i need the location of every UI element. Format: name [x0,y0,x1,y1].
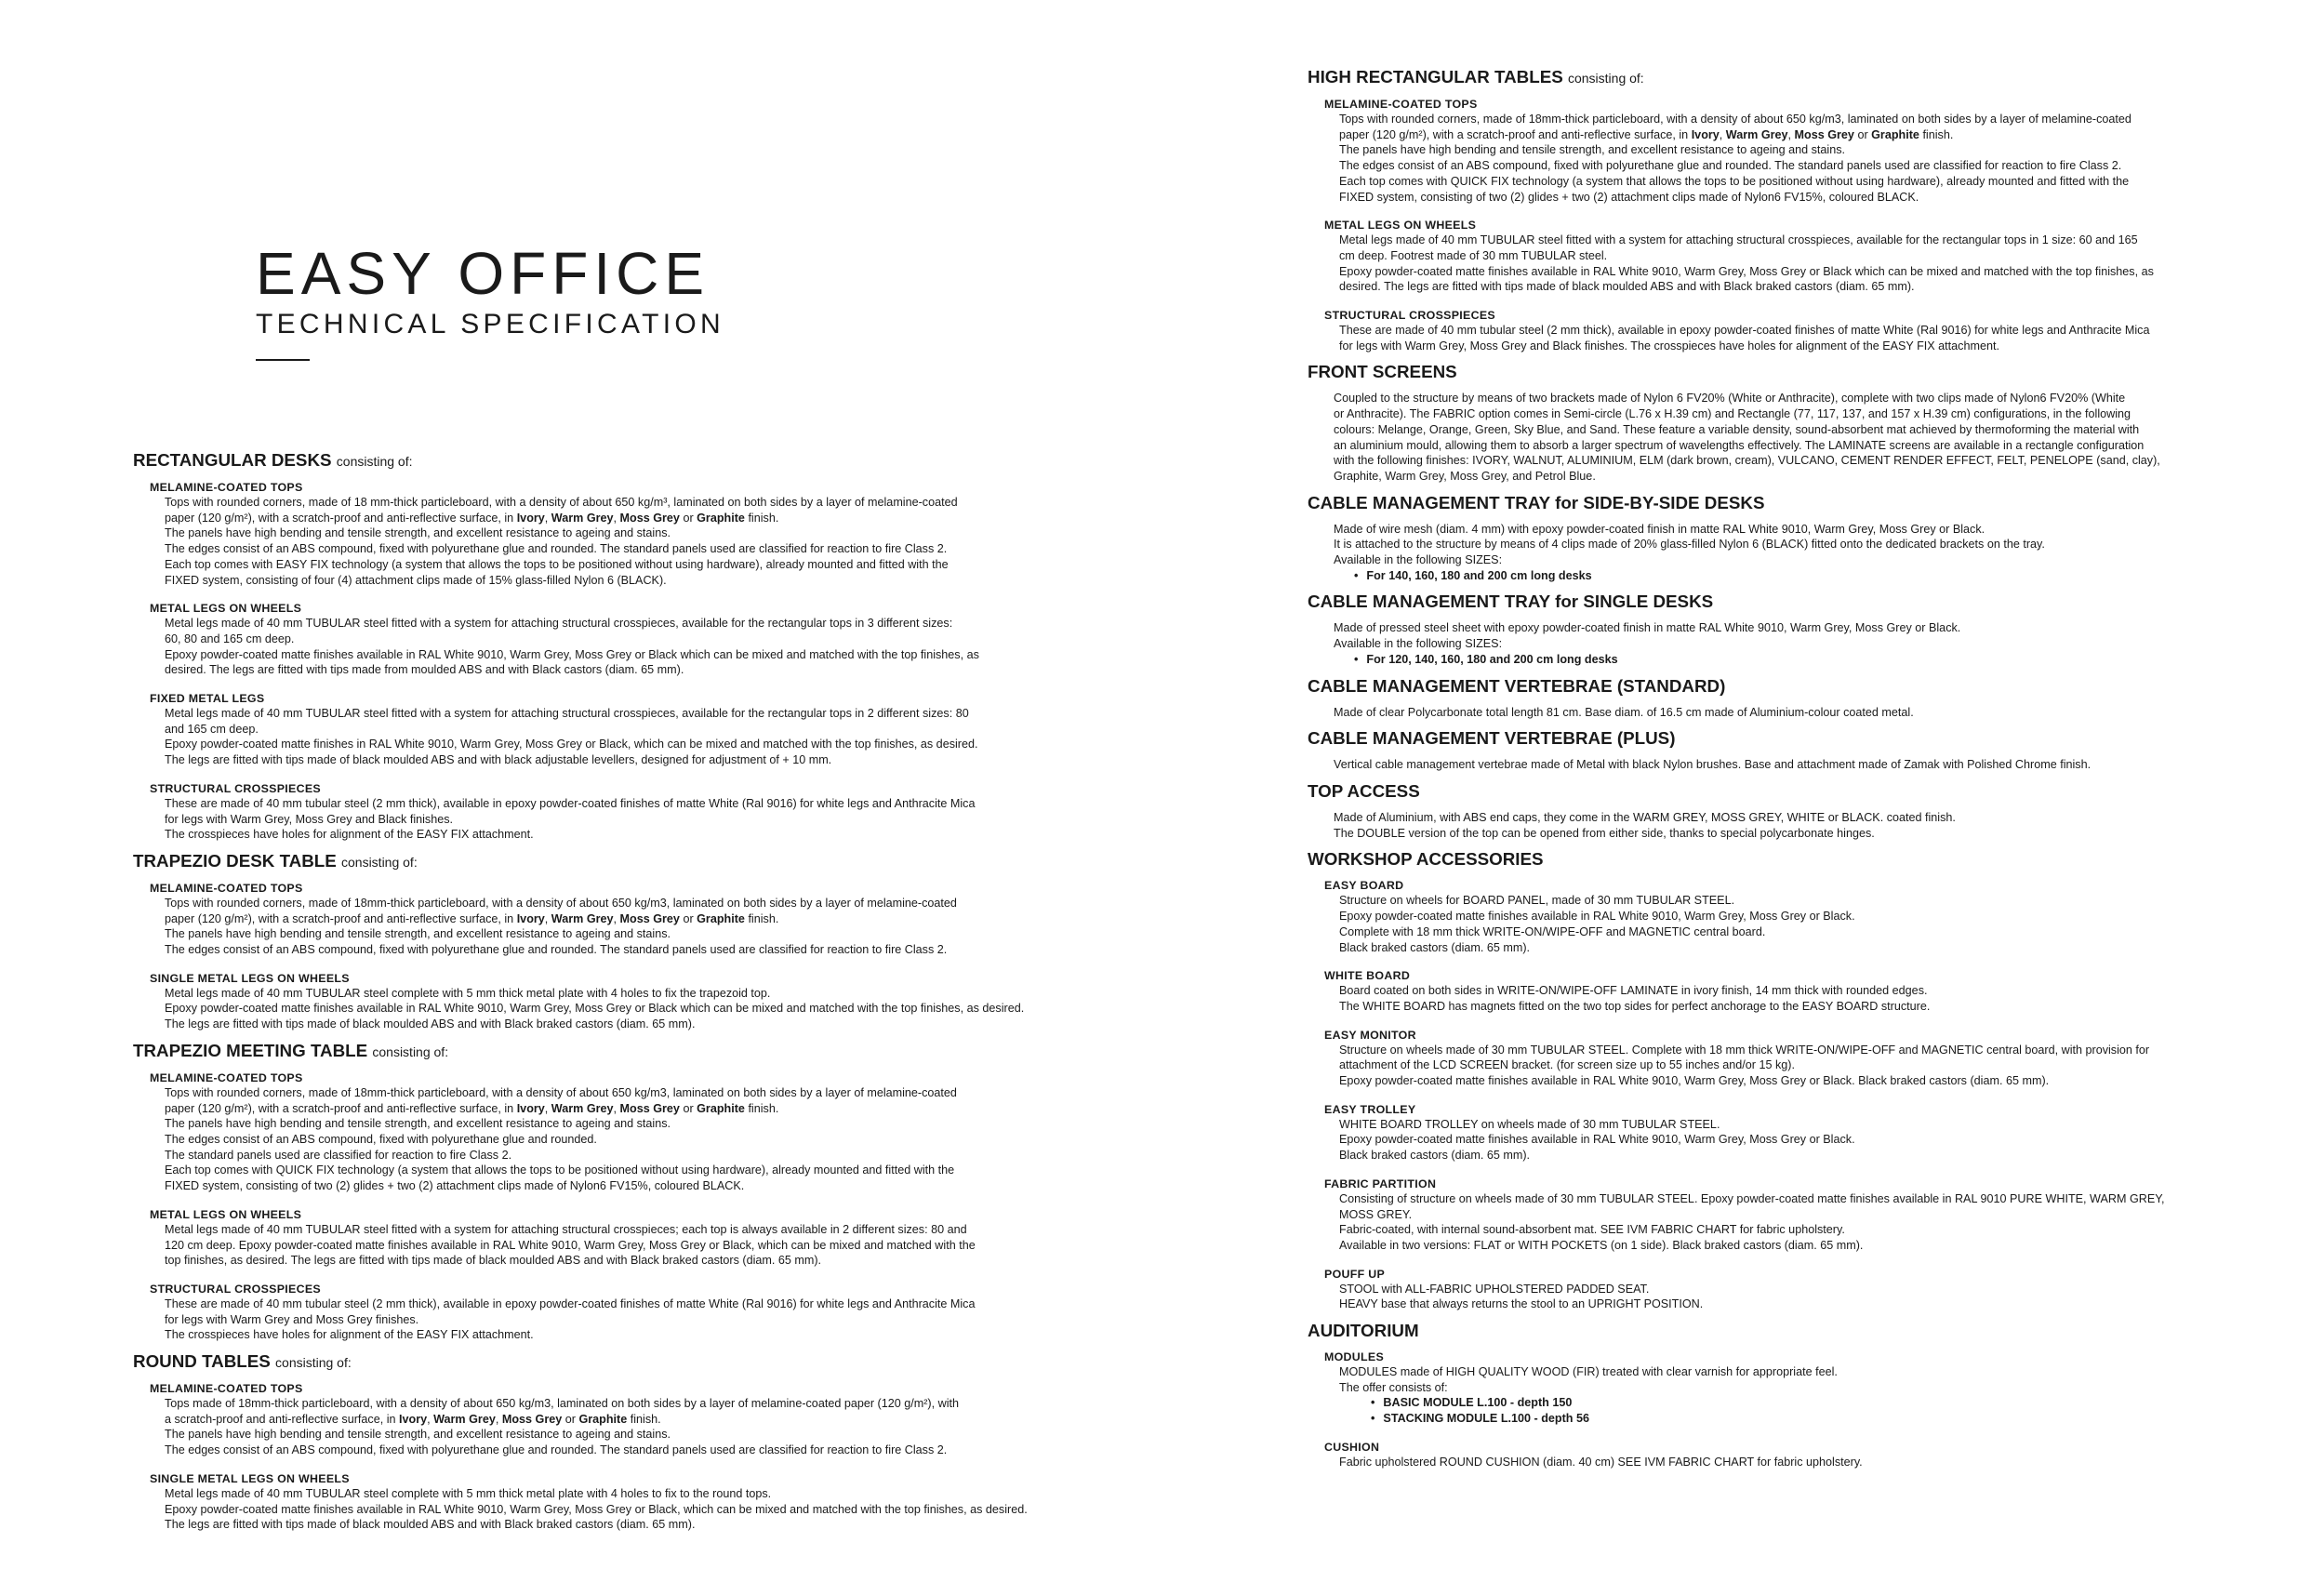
heading-suffix: consisting of: [275,1355,352,1371]
section-round-tables [133,1350,1109,1533]
paragraph-line: Complete with 18 mm thick WRITE-ON/WIPE-OFF and MAGNETIC central board. [1339,924,1766,938]
paragraph-line: Metal legs made of 40 mm TUBULAR steel complete with 5 mm thick metal plate with 4 holes to fix the trapezoid top. [165,986,771,1000]
paragraph-line: a scratch-proof and anti-reflective surface, in Ivory, Warm Grey, Moss Grey or Graphite finish. [165,1412,661,1426]
subsection-legs [150,601,1109,678]
finish-warm-grey: Warm Grey [551,911,614,925]
paragraph-line: The panels have high bending and tensile strength, and excellent resistance to ageing and stains. [165,1117,671,1131]
text: paper (120 g/m²), with a scratch-proof and anti-reflective surface, in [165,511,514,525]
section-top-access [1308,780,2286,841]
paragraph-line: Made of pressed steel sheet with epoxy powder-coated finish in matte RAL White 9010, Warm Grey, Moss Grey or Black. [1334,621,1961,635]
section-auditorium [1308,1320,2286,1470]
finish-warm-grey: Warm Grey [433,1412,496,1426]
bullet-item: • For 120, 140, 160, 180 and 200 cm long desks [1354,652,2286,668]
section-heading [133,1350,1109,1374]
paragraph-line: The edges consist of an ABS compound, fixed with polyurethane glue and rounded. The standard panels used are classified for reaction to fire Class 2. [165,1443,948,1457]
subsection-tops [150,1381,1109,1458]
title-block [256,240,724,361]
paragraph-line: Each top comes with EASY FIX technology (a system that allows the tops to be positioned without using hardware), already mounted and fitted with the [165,557,949,571]
subsection-title: FABRIC PARTITION [1324,1177,1437,1190]
text: or [564,1412,576,1426]
subsection-title: EASY BOARD [1324,879,1404,893]
finish-moss-grey: Moss Grey [619,911,680,925]
text: paper (120 g/m²), with a scratch-proof and anti-reflective surface, in [165,1101,514,1115]
section-heading [133,1040,1109,1063]
heading-text: TRAPEZIO MEETING TABLE [133,1040,368,1060]
section-tray-side-by-side [1308,492,2286,584]
text: or [683,1101,694,1115]
finish-graphite: Graphite [697,511,745,525]
subsection-title: METAL LEGS ON WHEELS [1324,219,1477,233]
paragraph-line: Available in two versions: FLAT or WITH POCKETS (on 1 side). Black braked castors (diam. 65 mm). [1339,1238,1864,1252]
text: paper (120 g/m²), with a scratch-proof and anti-reflective surface, in [165,911,514,925]
paragraph-line: Consisting of structure on wheels made of 30 mm TUBULAR STEEL. Epoxy powder-coated matte finishes available in RAL 9010 PURE WHITE, WARM GREY, [1339,1191,2165,1205]
paragraph-line: desired. The legs are fitted with tips made from moulded ABS and with Black castors (diam. 65 mm). [165,663,684,677]
paragraph-line: attachment of the LCD SCREEN bracket. (for screen size up to 55 inches and/or 15 kg). [1339,1058,1795,1072]
paragraph-line: The WHITE BOARD has magnets fitted on the two top sides for perfect anchorage to the EASY BOARD structure. [1339,999,1931,1013]
paragraph-line: FIXED system, consisting of two (2) glides + two (2) attachment clips made of Nylon6 FV15%, coloured BLACK. [1339,190,1919,204]
paragraph-line: Made of Aluminium, with ABS end caps, they come in the WARM GREY, MOSS GREY, WHITE or BLACK. coated finish. [1334,810,1956,824]
paragraph-line: 60, 80 and 165 cm deep. [165,632,295,645]
paragraph-line: Graphite, Warm Grey, Moss Grey, and Petrol Blue. [1334,469,1596,483]
subsection-pouff-up [1324,1267,2286,1312]
subsection-modules [1324,1350,2286,1427]
finish-moss-grey: Moss Grey [619,511,680,525]
section-rectangular-desks [133,449,1109,843]
subsection-title: MODULES [1324,1350,1385,1364]
subsection-title: SINGLE METAL LEGS ON WHEELS [150,1471,350,1485]
subsection-title: EASY MONITOR [1324,1028,1416,1042]
paragraph-line: These are made of 40 mm tubular steel (2 mm thick), available in epoxy powder-coated finishes of matte White (Ral 9016) for white legs and Anthracite Mica [165,796,976,810]
section-trapezio-desk [133,850,1109,1032]
finish-moss-grey: Moss Grey [501,1412,563,1426]
paragraph-line: Metal legs made of 40 mm TUBULAR steel fitted with a system for attaching structural crosspieces, available for the rectangular tops in 1 size: 60 and 165 [1339,233,2138,247]
paragraph-line: 120 cm deep. Epoxy powder-coated matte finishes available in RAL White 9010, Warm Grey, Moss Grey or Black, which can be mixed and matched with the [165,1238,976,1252]
paragraph-line: The panels have high bending and tensile strength, and excellent resistance to ageing and stains. [165,927,671,941]
paragraph-line: for legs with Warm Grey and Moss Grey finishes. [165,1312,419,1326]
paragraph-line: Available in the following SIZES: [1334,553,1503,567]
title-divider [256,359,310,361]
paragraph-line: The legs are fitted with tips made of black moulded ABS and with Black braked castors (diam. 65 mm). [165,1518,696,1532]
paragraph-line: Epoxy powder-coated matte finishes available in RAL White 9010, Warm Grey, Moss Grey or Black, which can be mixed and matched with the top finishes, as desired. [165,1502,1028,1516]
paragraph-line: desired. The legs are fitted with tips made of black moulded ABS and with Black braked castors (diam. 65 mm). [1339,280,1915,294]
paragraph-line: The offer consists of: [1339,1380,1448,1394]
finish-graphite: Graphite [697,1101,745,1115]
paragraph-line: for legs with Warm Grey, Moss Grey and Black finishes. The crosspieces have holes for alignment of the EASY FIX attachment. [1339,339,1999,352]
paragraph-line: Metal legs made of 40 mm TUBULAR steel complete with 5 mm thick metal plate with 4 holes to fix to the round tops. [165,1486,772,1500]
paragraph-line: Metal legs made of 40 mm TUBULAR steel fitted with a system for attaching structural crosspieces; each top is always available in 2 different sizes: 80 and [165,1222,967,1236]
paragraph-line: The crosspieces have holes for alignment of the EASY FIX attachment. [165,828,534,842]
right-column [1308,66,2286,1478]
paragraph-line: The edges consist of an ABS compound, fixed with polyurethane glue and rounded. The standard panels used are classified for reaction to fire Class 2. [1339,159,2122,173]
paragraph-line: Board coated on both sides in WRITE-ON/WIPE-OFF LAMINATE in ivory finish, 14 mm thick with rounded edges. [1339,984,1928,998]
heading-text: HIGH RECTANGULAR TABLES [1308,67,1563,86]
paragraph-line: Tops with rounded corners, made of 18mm-thick particleboard, with a density of about 650 kg/m3, laminated on both sides by a layer of melamine-coated [1339,113,2131,126]
text: or [683,511,694,525]
section-vertebrae-plus [1308,727,2286,773]
heading-text: TRAPEZIO DESK TABLE [133,850,337,871]
paragraph-line: Fabric upholstered ROUND CUSHION (diam. 40 cm) SEE IVM FABRIC CHART for fabric upholstery. [1339,1455,1863,1469]
text: or [1857,127,1868,141]
subsection-title: SINGLE METAL LEGS ON WHEELS [150,971,350,985]
subsection-title: POUFF UP [1324,1267,1386,1281]
paragraph-line: Metal legs made of 40 mm TUBULAR steel fitted with a system for attaching structural crosspieces, available for the rectangular tops in 2 different sizes: 80 [165,707,969,721]
section-front-screens [1308,361,2286,484]
paragraph-line: Available in the following SIZES: [1334,637,1503,651]
heading-suffix: consisting of: [1567,71,1644,86]
section-heading [133,449,1109,472]
section-high-tables [1308,66,2286,353]
subsection-title: WHITE BOARD [1324,969,1411,983]
paragraph-line: Structure on wheels for BOARD PANEL, made of 30 mm TUBULAR STEEL. [1339,894,1735,908]
subsection-title: MELAMINE-COATED TOPS [1324,98,1478,111]
heading-text: ROUND TABLES [133,1351,271,1372]
paragraph-line: with the following finishes: IVORY, WALNUT, ALUMINIUM, ELM (dark brown, cream), VULCANO, CEMENT RENDER EFFECT, FELT, PENELOPE (sand, clay), [1334,454,2160,468]
subsection-title: EASY TROLLEY [1324,1102,1416,1116]
text: paper (120 g/m²), with a scratch-proof and anti-reflective surface, in [1339,127,1689,141]
paragraph-line: HEAVY base that always returns the stool to an UPRIGHT POSITION. [1339,1297,1704,1311]
section-heading: WORKSHOP ACCESSORIES [1308,849,1544,870]
paragraph-line: The legs are fitted with tips made of black moulded ABS and with black adjustable levellers, designed for adjustment of + 10 mm. [165,753,832,767]
subsection-tops [1324,97,2286,205]
section-vertebrae-standard [1308,675,2286,721]
bullet-item: • BASIC MODULE L.100 - depth 150 [1371,1395,2286,1411]
paragraph-line: or Anthracite). The FABRIC option comes in Semi-circle (L.76 x H.39 cm) and Rectangle (77, 117, 137, and 157 x H.39 cm) configurations, in the following [1334,407,2131,421]
bullet-item: • For 140, 160, 180 and 200 cm long desks [1354,568,2286,584]
text: finish. [748,511,779,525]
section-workshop-accessories [1308,848,2286,1312]
finish-moss-grey: Moss Grey [619,1101,680,1115]
paragraph-line: Metal legs made of 40 mm TUBULAR steel fitted with a system for attaching structural crosspieces, available for the rectangular tops in 3 different sizes: [165,617,953,631]
paragraph-line: Epoxy powder-coated matte finishes available in RAL White 9010, Warm Grey, Moss Grey or Black which can be mixed and matched with the top finishes, as desired. [165,1002,1025,1016]
finish-graphite: Graphite [1871,127,1919,141]
paragraph-line: The DOUBLE version of the top can be opened from either side, thanks to special polycarbonate hinges. [1334,826,1875,840]
section-heading: CABLE MANAGEMENT TRAY for SIDE-BY-SIDE DESKS [1308,492,1765,512]
paragraph-line: paper (120 g/m²), with a scratch-proof and anti-reflective surface, in Ivory, Warm Grey, Moss Grey or Graphite finish. [165,511,779,525]
paragraph-line: STOOL with ALL-FABRIC UPHOLSTERED PADDED SEAT. [1339,1282,1650,1296]
paragraph-line: Tops with rounded corners, made of 18mm-thick particleboard, with a density of about 650 kg/m3, laminated on both sides by a layer of melamine-coated [165,896,957,910]
finish-graphite: Graphite [578,1412,628,1426]
text: a scratch-proof and anti-reflective surface, in [165,1412,396,1426]
paragraph-line: cm deep. Footrest made of 30 mm TUBULAR steel. [1339,248,1608,262]
paragraph-line: MOSS GREY. [1339,1207,1413,1221]
text: finish. [748,911,779,925]
text: or [683,911,694,925]
heading-suffix: consisting of: [341,854,418,870]
section-trapezio-meeting [133,1040,1109,1343]
subsection-easy-monitor [1324,1028,2286,1089]
paragraph-line: The crosspieces have holes for alignment of the EASY FIX attachment. [165,1328,534,1342]
finish-warm-grey: Warm Grey [1725,127,1788,141]
finish-ivory: Ivory [399,1412,428,1426]
paragraph-line: paper (120 g/m²), with a scratch-proof and anti-reflective surface, in Ivory, Warm Grey, Moss Grey or Graphite finish. [165,1101,779,1115]
bullet-item: • STACKING MODULE L.100 - depth 56 [1371,1411,2286,1427]
section-heading: CABLE MANAGEMENT VERTEBRAE (PLUS) [1308,728,1676,749]
subsection-legs [150,971,1109,1032]
subsection-cushion [1324,1440,2286,1470]
subsection-title: STRUCTURAL CROSSPIECES [150,1282,321,1296]
paragraph-line: It is attached to the structure by means of 4 clips made of 20% glass-filled Nylon 6 (BLACK) fitted onto the dedicated brackets on the tray. [1334,538,2045,552]
paragraph-line: The panels have high bending and tensile strength, and excellent resistance to ageing and stains. [165,526,671,540]
paragraph-line: MODULES made of HIGH QUALITY WOOD (FIR) treated with clear varnish for appropriate feel. [1339,1365,1838,1379]
text: finish. [630,1412,661,1426]
finish-ivory: Ivory [1691,127,1720,141]
document-subtitle: TECHNICAL SPECIFICATION [256,309,724,339]
paragraph-line: Tops with rounded corners, made of 18 mm-thick particleboard, with a density of about 650 kg/m³, laminated on both sides by a layer of melamine-coated [165,496,958,509]
finish-ivory: Ivory [516,511,545,525]
subsection-title: METAL LEGS ON WHEELS [150,1207,302,1221]
paragraph-line: WHITE BOARD TROLLEY on wheels made of 30 mm TUBULAR STEEL. [1339,1117,1720,1131]
finish-ivory: Ivory [516,911,545,925]
finish-moss-grey: Moss Grey [1794,127,1854,141]
paragraph-line: Epoxy powder-coated matte finishes in RAL White 9010, Warm Grey, Moss Grey or Black, which can be mixed and matched with the top finishes, as desired. [165,738,978,751]
paragraph-line: The panels have high bending and tensile strength, and excellent resistance to ageing and stains. [1339,143,1846,157]
section-heading [133,850,1109,873]
paragraph-line: These are made of 40 mm tubular steel (2 mm thick), available in epoxy powder-coated finishes of matte White (Ral 9016) for white legs and Anthracite Mica [1339,324,2150,338]
subsection-fabric-partition [1324,1177,2286,1254]
paragraph-line: Vertical cable management vertebrae made of Metal with black Nylon brushes. Base and attachment made of Zamak with Polished Chrome finish. [1334,758,2092,772]
paragraph-line: The edges consist of an ABS compound, fixed with polyurethane glue and rounded. The standard panels used are classified for reaction to fire Class 2. [165,542,948,556]
paragraph-line: The panels have high bending and tensile strength, and excellent resistance to ageing and stains. [165,1428,671,1442]
subsection-easy-trolley [1324,1102,2286,1163]
section-heading: AUDITORIUM [1308,1321,1419,1341]
paragraph-line: Epoxy powder-coated matte finishes available in RAL White 9010, Warm Grey, Moss Grey or Black. [1339,1133,1855,1147]
paragraph-line: Fabric-coated, with internal sound-absorbent mat. SEE IVM FABRIC CHART for fabric upholstery. [1339,1223,1845,1237]
subsection-title: FIXED METAL LEGS [150,692,265,706]
paragraph-line: Epoxy powder-coated matte finishes available in RAL White 9010, Warm Grey, Moss Grey or Black. Black braked castors (diam. 65 mm). [1339,1074,2050,1088]
paragraph-line: Epoxy powder-coated matte finishes available in RAL White 9010, Warm Grey, Moss Grey or Black which can be mixed and matched with the top finishes, as [165,647,979,661]
paragraph-line: Tops with rounded corners, made of 18mm-thick particleboard, with a density of about 650 kg/m3, laminated on both sides by a layer of melamine-coated [165,1085,957,1099]
paragraph-line: FIXED system, consisting of four (4) attachment clips made of 15% glass-filled Nylon 6 (BLACK). [165,573,667,587]
paragraph-line: The edges consist of an ABS compound, fixed with polyurethane glue and rounded. [165,1132,597,1146]
subsection-title: MELAMINE-COATED TOPS [150,881,303,895]
paragraph-line: Coupled to the structure by means of two brackets made of Nylon 6 FV20% (White or Anthracite), complete with two clips made of Nylon6 FV20% (White [1334,392,2126,406]
subsection-title: MELAMINE-COATED TOPS [150,1382,303,1396]
document-title: EASY OFFICE [256,240,710,307]
section-heading [1308,66,2286,89]
paragraph-line: Each top comes with QUICK FIX technology (a system that allows the tops to be positioned without using hardware), already mounted and fitted with the [1339,174,2130,188]
subsection-title: METAL LEGS ON WHEELS [150,602,302,616]
paragraph-line: Black braked castors (diam. 65 mm). [1339,940,1531,954]
section-heading: CABLE MANAGEMENT TRAY for SINGLE DESKS [1308,592,1714,612]
paragraph-line: The standard panels used are classified for reaction to fire Class 2. [165,1148,512,1162]
subsection-title: MELAMINE-COATED TOPS [150,481,303,494]
section-heading: FRONT SCREENS [1308,362,1457,382]
heading-text: RECTANGULAR DESKS [133,450,332,470]
finish-warm-grey: Warm Grey [551,511,614,525]
paragraph-line: These are made of 40 mm tubular steel (2 mm thick), available in epoxy powder-coated finishes of matte White (Ral 9016) for white legs and Anthracite Mica [165,1296,976,1310]
paragraph-line: and 165 cm deep. [165,722,259,736]
subsection-title: CUSHION [1324,1440,1380,1454]
paragraph-line: The edges consist of an ABS compound, fixed with polyurethane glue and rounded. The standard panels used are classified for reaction to fire Class 2. [165,943,948,957]
text: finish. [1922,127,1954,141]
finish-graphite: Graphite [697,911,745,925]
subsection-crosspieces [1324,308,2286,353]
left-column [133,449,1109,1540]
paragraph-line: Epoxy powder-coated matte finishes available in RAL White 9010, Warm Grey, Moss Grey or Black. [1339,910,1855,924]
subsection-crosspieces [150,1282,1109,1343]
section-heading: TOP ACCESS [1308,780,1420,801]
finish-ivory: Ivory [516,1101,545,1115]
subsection-legs [150,1207,1109,1269]
subsection-tops [150,881,1109,958]
paragraph-line: paper (120 g/m²), with a scratch-proof and anti-reflective surface, in Ivory, Warm Grey, Moss Grey or Graphite finish. [165,911,779,925]
paragraph-line: The legs are fitted with tips made of black moulded ABS and with Black braked castors (diam. 65 mm). [165,1017,696,1031]
heading-suffix: consisting of: [372,1044,449,1059]
paragraph-line: Each top comes with QUICK FIX technology (a system that allows the tops to be positioned without using hardware), already mounted and fitted with the [165,1163,955,1177]
section-heading: CABLE MANAGEMENT VERTEBRAE (STANDARD) [1308,675,1726,696]
subsection-easy-board [1324,878,2286,955]
paragraph-line: Black braked castors (diam. 65 mm). [1339,1149,1531,1163]
text: finish. [748,1101,779,1115]
subsection-title: STRUCTURAL CROSSPIECES [1324,309,1495,323]
subsection-legs [150,1471,1109,1533]
finish-warm-grey: Warm Grey [551,1101,614,1115]
subsection-fixed-legs [150,691,1109,768]
section-tray-single [1308,591,2286,667]
subsection-legs [1324,218,2286,295]
paragraph-line: Epoxy powder-coated matte finishes available in RAL White 9010, Warm Grey, Moss Grey or Black which can be mixed and matched with the top finishes, as [1339,264,2154,278]
subsection-title: STRUCTURAL CROSSPIECES [150,781,321,795]
subsection-title: MELAMINE-COATED TOPS [150,1070,303,1084]
paragraph-line: top finishes, as desired. The legs are fitted with tips made of black moulded ABS and with Black braked castors (diam. 65 mm). [165,1254,822,1268]
paragraph-line: FIXED system, consisting of two (2) glides + two (2) attachment clips made of Nylon6 FV15%, coloured BLACK. [165,1179,745,1193]
subsection-white-board [1324,968,2286,1014]
paragraph-line: Made of wire mesh (diam. 4 mm) with epoxy powder-coated finish in matte RAL White 9010, Warm Grey, Moss Grey or Black. [1334,522,1985,536]
heading-suffix: consisting of: [336,454,413,469]
paragraph-line: Tops made of 18mm-thick particleboard, with a density of about 650 kg/m3, laminated on both sides by a layer of melamine-coated paper (120 g/m²), with [165,1397,960,1411]
paragraph-line: colours: Melange, Orange, Green, Sky Blue, and Sand. These feature a variable density, sound-absorbent mat achieved by thermoforming the material with [1334,422,2140,436]
paragraph-line: Made of clear Polycarbonate total length 81 cm. Base diam. of 16.5 cm made of Aluminium-colour coated metal. [1334,705,1914,719]
paragraph-line: an aluminium mould, allowing them to absorb a larger spectrum of wavelengths effectively. The LAMINATE screens are available in a rectangle configuration [1334,438,2145,452]
paragraph-line: paper (120 g/m²), with a scratch-proof and anti-reflective surface, in Ivory, Warm Grey, Moss Grey or Graphite finish. [1339,127,1954,141]
subsection-tops [150,480,1109,588]
subsection-tops [150,1070,1109,1194]
paragraph-line: for legs with Warm Grey, Moss Grey and Black finishes. [165,812,454,826]
paragraph-line: Structure on wheels made of 30 mm TUBULAR STEEL. Complete with 18 mm thick WRITE-ON/WIPE-OFF and MAGNETIC central board, with provision for [1339,1043,2150,1057]
subsection-crosspieces [150,781,1109,843]
